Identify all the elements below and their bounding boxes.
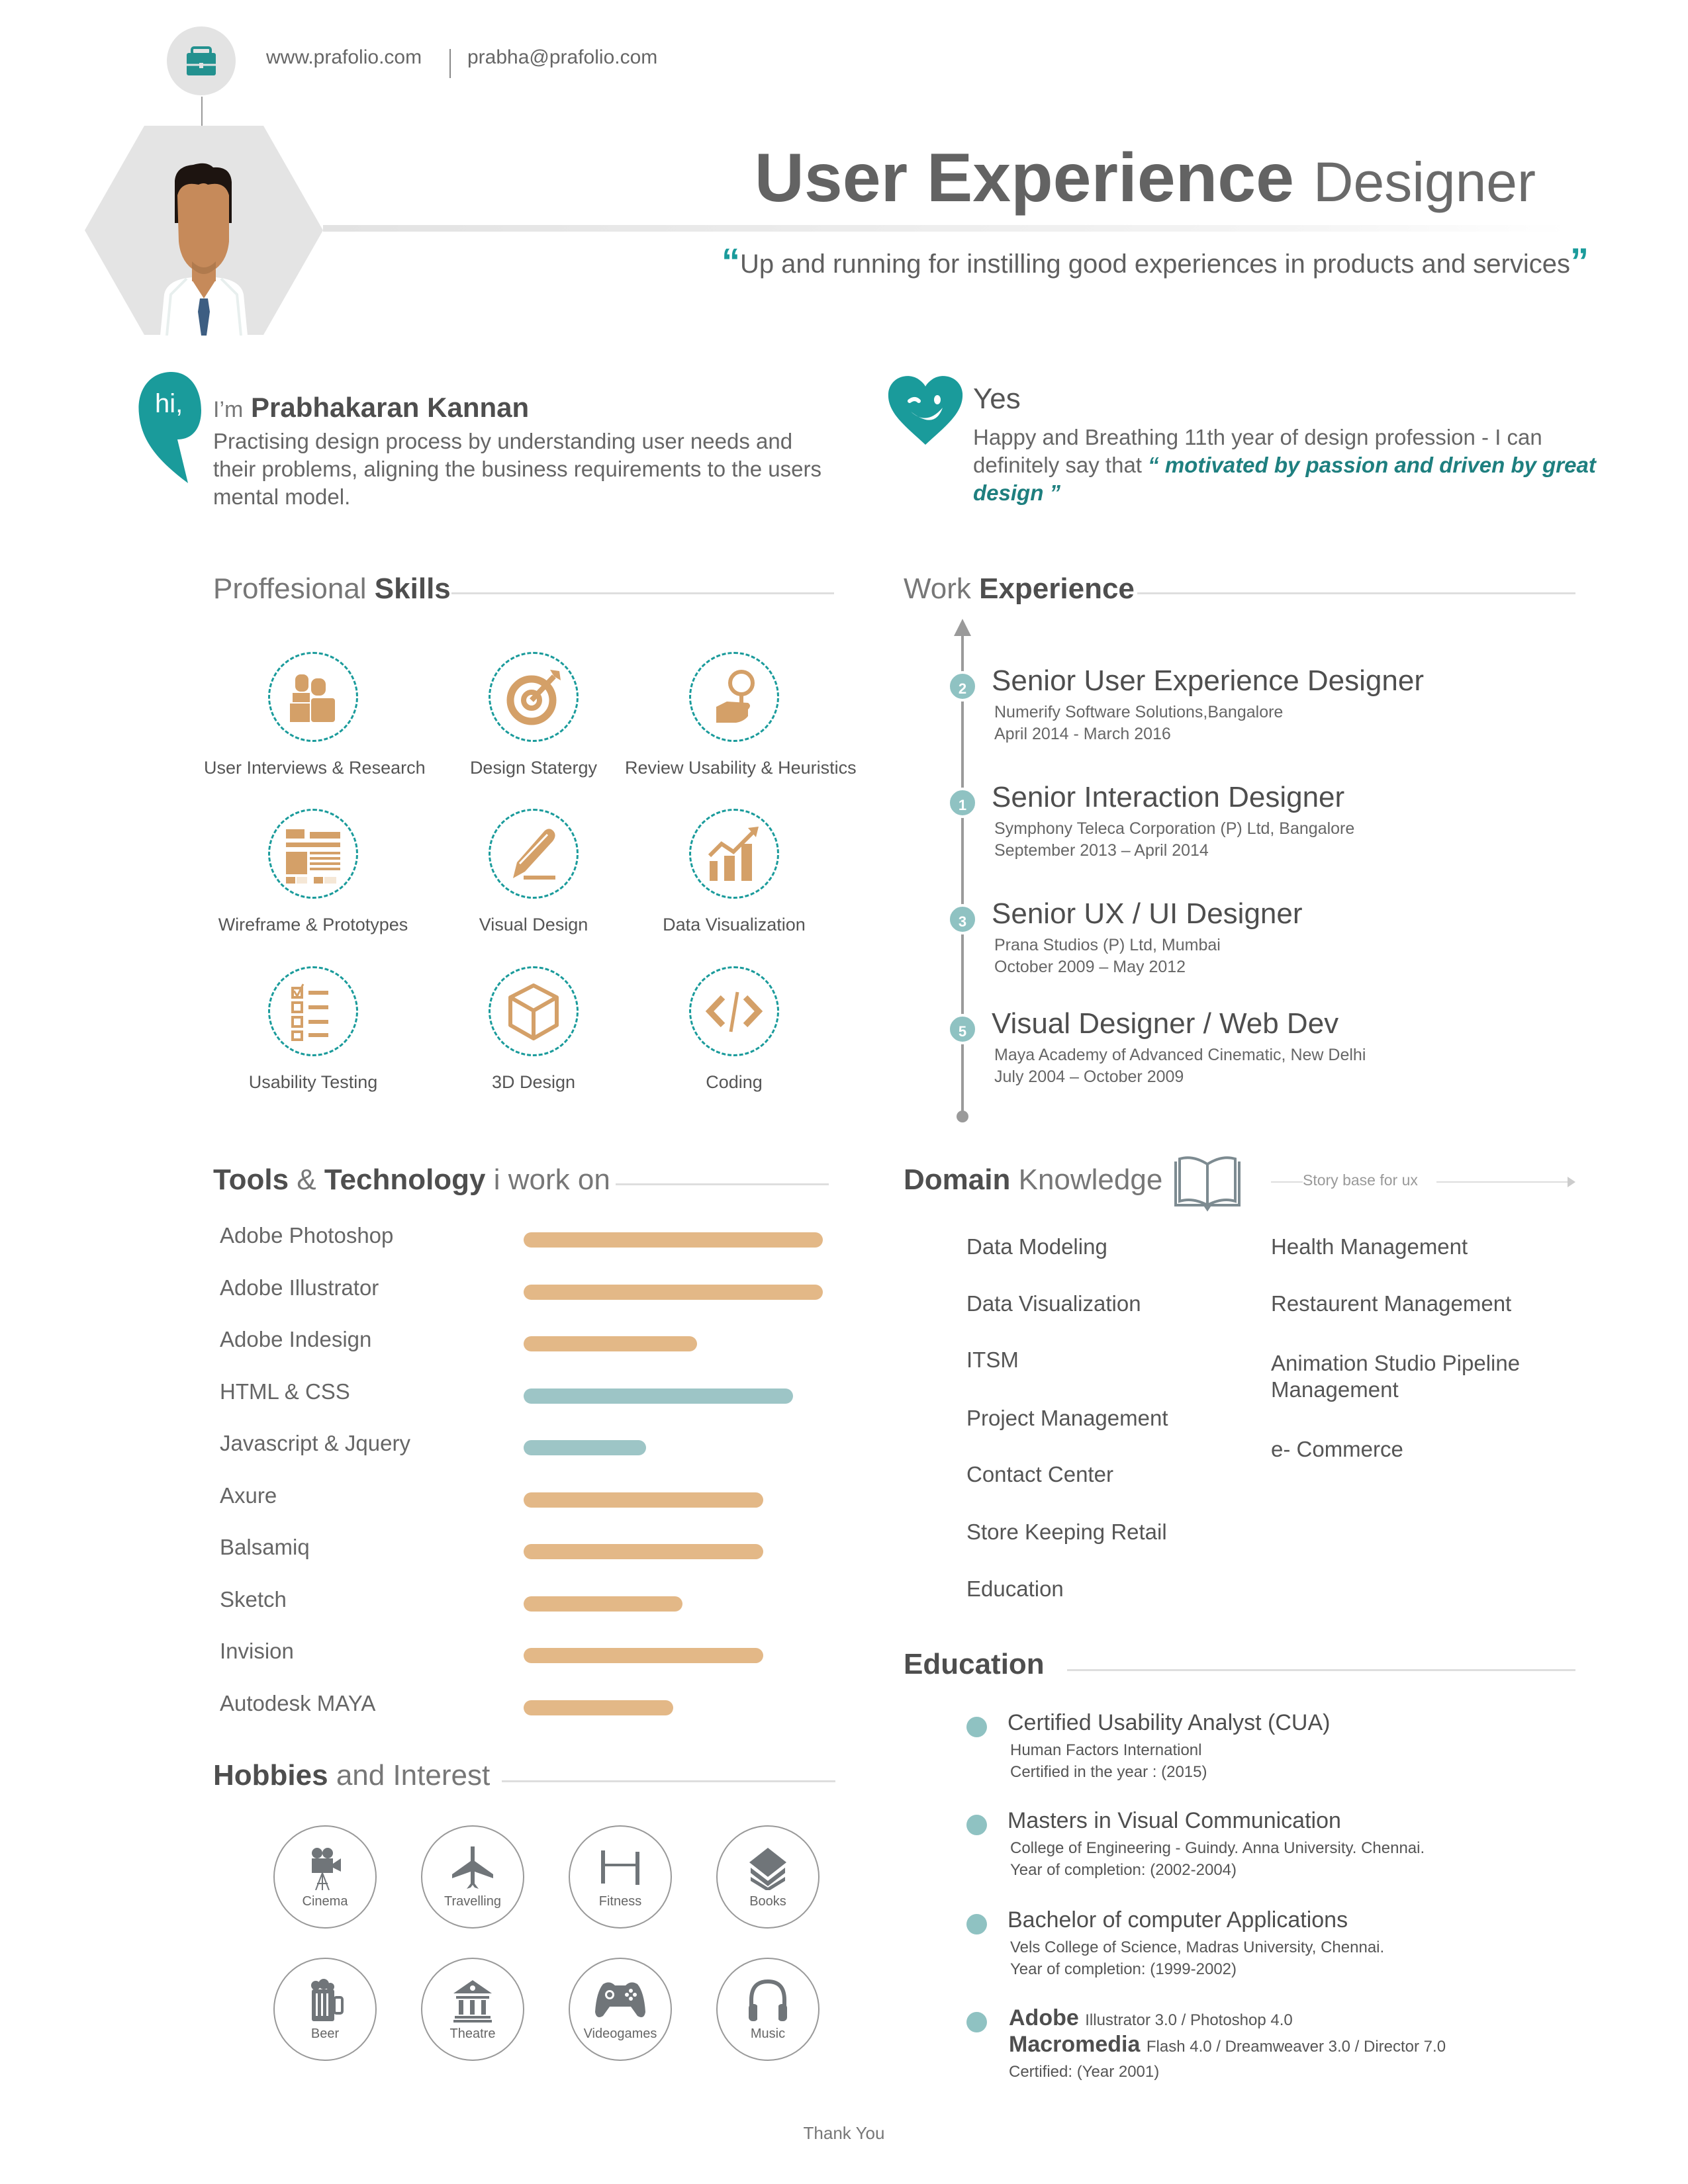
checklist-icon	[268, 966, 358, 1056]
movie-camera-icon	[275, 1846, 375, 1890]
email-link[interactable]: prabha@prafolio.com	[467, 46, 658, 68]
domain-item: e- Commerce	[1271, 1437, 1403, 1461]
tool-name: Adobe Indesign	[220, 1327, 372, 1351]
person-name: Prabhakaran Kannan	[251, 392, 530, 423]
education-year: Certified in the year : (2015)	[1010, 1763, 1207, 1781]
hobby-item	[569, 1825, 672, 1929]
job-dates: July 2004 – October 2009	[994, 1068, 1184, 1086]
tools-title-amp: &	[297, 1163, 316, 1196]
tools-title-light: i work on	[493, 1163, 610, 1196]
intro-name	[213, 392, 529, 424]
yes-description	[973, 424, 1602, 507]
tool-name: Invision	[220, 1639, 294, 1663]
thank-you: Thank You	[803, 2123, 885, 2143]
work-rule	[1137, 592, 1575, 594]
contact-connector	[201, 97, 203, 126]
adobe-label: Adobe	[1009, 2005, 1079, 2030]
domain-item: Data Modeling	[966, 1234, 1107, 1259]
skill-label: Usability Testing	[248, 1072, 378, 1092]
skills-title	[213, 572, 451, 606]
job-dates: September 2013 – April 2014	[994, 841, 1209, 860]
software-certified: Certified: (Year 2001)	[1009, 2063, 1160, 2081]
education-institution: College of Engineering - Guindy. Anna University. Chennai.	[1010, 1839, 1425, 1857]
cube-icon	[489, 966, 579, 1056]
skill-item	[625, 652, 857, 778]
intro-description: Practising design process by understanding user needs and their problems, aligning the business requirements to the users mental model.	[213, 429, 821, 509]
hobbies-title	[213, 1759, 490, 1792]
hobby-item	[273, 1958, 377, 2061]
contact-divider	[449, 49, 451, 78]
tool-proficiency-bar	[524, 1336, 697, 1351]
tool-name: Javascript & Jquery	[220, 1431, 410, 1455]
skill-item	[424, 809, 643, 935]
skill-label: 3D Design	[491, 1072, 576, 1092]
tool-proficiency-bar	[524, 1648, 763, 1663]
theatre-building-icon	[422, 1979, 523, 2023]
yes-heading: Yes	[973, 383, 1021, 415]
skill-label: Coding	[706, 1072, 763, 1092]
gamepad-icon	[570, 1979, 671, 2023]
tool-proficiency-bar	[524, 1700, 673, 1715]
education-dot	[966, 2012, 987, 2032]
open-book-icon	[1173, 1155, 1242, 1212]
domain-item: Animation Studio Pipeline Management	[1271, 1351, 1521, 1402]
tool-name: Adobe Photoshop	[220, 1223, 394, 1248]
tool-proficiency-bar	[524, 1492, 763, 1508]
domain-item: Health Management	[1271, 1234, 1468, 1259]
domain-item: Data Visualization	[966, 1291, 1141, 1316]
magnifier-hand-icon	[689, 652, 779, 742]
education-title	[904, 1648, 1045, 1681]
hobby-label: Music	[750, 2026, 786, 2041]
tool-proficiency-bar	[524, 1285, 823, 1300]
education-title: Bachelor of computer Applications	[1008, 1907, 1348, 1933]
users-icon	[268, 652, 358, 742]
education-title: Certified Usability Analyst (CUA)	[1008, 1710, 1331, 1735]
wireframe-icon	[268, 809, 358, 899]
hobby-item	[273, 1825, 377, 1929]
education-rule	[1067, 1669, 1575, 1671]
tool-name: Autodesk MAYA	[220, 1690, 376, 1715]
skill-item	[625, 809, 843, 935]
skill-label: Review Usability & Heuristics	[625, 758, 857, 778]
hobbies-title-bold: Hobbies	[213, 1759, 328, 1792]
tool-name: Axure	[220, 1482, 277, 1508]
barbell-icon	[570, 1846, 671, 1890]
story-label: Story base for ux	[1303, 1171, 1418, 1189]
tool-proficiency-bar	[524, 1388, 793, 1404]
domain-title-light: Knowledge	[1018, 1163, 1163, 1196]
education-title-text: Education	[904, 1648, 1045, 1680]
target-icon	[489, 652, 579, 742]
hi-speech-bubble-icon	[135, 371, 208, 486]
skill-item	[424, 966, 643, 1093]
work-title-light: Work	[904, 572, 971, 605]
story-arrow-icon	[1568, 1177, 1575, 1187]
pencil-icon	[489, 809, 579, 899]
website-link[interactable]: www.prafolio.com	[266, 46, 422, 68]
job-number-badge: 5	[947, 1014, 978, 1044]
hobby-label: Cinema	[302, 1894, 348, 1909]
domain-item: Store Keeping Retail	[966, 1520, 1167, 1544]
job-title: Senior User Experience Designer	[992, 664, 1424, 697]
page-title	[755, 139, 1536, 218]
tools-rule	[616, 1183, 829, 1185]
hobby-label: Fitness	[598, 1894, 642, 1909]
layers-icon	[718, 1846, 818, 1890]
code-icon	[689, 966, 779, 1056]
education-title: Masters in Visual Communication	[1008, 1808, 1341, 1833]
timeline-end-dot	[957, 1111, 968, 1122]
job-title: Senior Interaction Designer	[992, 781, 1345, 813]
skill-label: Visual Design	[479, 915, 588, 934]
story-line-left	[1271, 1181, 1303, 1183]
education-dot	[966, 1815, 987, 1835]
beer-mug-icon	[275, 1979, 375, 2023]
im-label: I’m	[213, 397, 244, 422]
tools-title-bold2: Technology	[324, 1163, 486, 1196]
macromedia-label: Macromedia	[1009, 2032, 1141, 2057]
hobbies-rule	[502, 1780, 835, 1782]
skill-item	[204, 652, 426, 778]
skill-item	[204, 809, 422, 935]
hi-text: hi,	[155, 389, 183, 418]
tools-title	[213, 1163, 610, 1197]
tool-name: Balsamiq	[220, 1535, 310, 1559]
hobbies-title-light: and Interest	[336, 1759, 491, 1792]
close-quote-icon: ”	[1570, 240, 1589, 282]
skill-label: Design Statergy	[469, 758, 598, 778]
story-line-right	[1436, 1181, 1569, 1183]
job-company: Numerify Software Solutions,Bangalore	[994, 703, 1284, 721]
title-bold: User Experience	[754, 140, 1294, 216]
hobby-item	[421, 1825, 524, 1929]
smiling-heart-icon	[886, 373, 965, 446]
tool-proficiency-bar	[524, 1544, 763, 1559]
job-number-badge: 3	[947, 904, 978, 934]
software-macromedia	[1009, 2032, 1446, 2058]
tool-proficiency-bar	[524, 1440, 646, 1455]
skill-label: User Interviews & Research	[204, 758, 426, 778]
work-title	[904, 572, 1135, 606]
domain-title	[904, 1163, 1162, 1197]
tool-name: Sketch	[220, 1586, 287, 1612]
work-title-bold: Experience	[979, 572, 1135, 605]
chart-icon	[689, 809, 779, 899]
airplane-icon	[422, 1846, 523, 1890]
hobby-item	[716, 1825, 820, 1929]
hobby-label: Travelling	[444, 1894, 501, 1909]
job-title: Senior UX / UI Designer	[992, 897, 1303, 930]
domain-item: Restaurent Management	[1271, 1291, 1512, 1316]
tool-proficiency-bar	[524, 1596, 682, 1612]
avatar	[147, 162, 261, 336]
domain-item: Project Management	[966, 1406, 1168, 1430]
hobby-item	[569, 1958, 672, 2061]
skill-item	[204, 966, 422, 1093]
hobby-item	[421, 1958, 524, 2061]
adobe-detail: Illustrator 3.0 / Photoshop 4.0	[1085, 2011, 1293, 2029]
job-company: Maya Academy of Advanced Cinematic, New Delhi	[994, 1046, 1366, 1064]
skills-title-bold: Skills	[374, 572, 451, 605]
skill-item	[625, 966, 843, 1093]
software-adobe	[1009, 2005, 1293, 2031]
skill-label: Wireframe & Prototypes	[218, 915, 408, 934]
skills-title-light: Proffesional	[213, 572, 367, 605]
briefcase-icon	[167, 26, 236, 95]
header-rule	[323, 225, 1568, 232]
education-institution: Human Factors Internationl	[1010, 1741, 1202, 1759]
macromedia-detail: Flash 4.0 / Dreamweaver 3.0 / Director 7.0	[1146, 2038, 1446, 2056]
hobby-label: Beer	[310, 2026, 340, 2041]
hobby-item	[716, 1958, 820, 2061]
job-number-badge: 2	[947, 671, 978, 702]
open-quote-icon: “	[721, 240, 740, 282]
education-institution: Vels College of Science, Madras University, Chennai.	[1010, 1938, 1385, 1956]
skills-rule	[451, 592, 834, 594]
skill-label: Data Visualization	[663, 915, 806, 934]
yes-text: Happy and Breathing 11th year of design profession - I can definitely say that	[973, 425, 1542, 477]
tools-title-bold1: Tools	[213, 1163, 289, 1196]
education-year: Year of completion: (2002-2004)	[1010, 1861, 1237, 1879]
headphones-icon	[718, 1979, 818, 2023]
job-dates: April 2014 - March 2016	[994, 725, 1171, 743]
tool-name: Adobe Illustrator	[220, 1275, 379, 1300]
domain-item: Education	[966, 1576, 1064, 1601]
job-dates: October 2009 – May 2012	[994, 958, 1186, 976]
skill-item	[424, 652, 643, 778]
domain-item: ITSM	[966, 1347, 1019, 1372]
hobby-label: Theatre	[449, 2026, 496, 2041]
education-dot	[966, 1914, 987, 1934]
hobby-label: Books	[749, 1894, 786, 1909]
education-dot	[966, 1717, 987, 1737]
tagline	[722, 240, 1589, 283]
tagline-text: Up and running for instilling good experiences in products and services	[739, 250, 1570, 279]
tool-proficiency-bar	[524, 1232, 823, 1248]
job-company: Prana Studios (P) Ltd, Mumbai	[994, 936, 1221, 954]
job-company: Symphony Teleca Corporation (P) Ltd, Bangalore	[994, 819, 1355, 838]
job-title: Visual Designer / Web Dev	[992, 1007, 1339, 1040]
title-light: Designer	[1313, 151, 1536, 213]
tool-name: HTML & CSS	[220, 1379, 350, 1404]
hobby-label: Videogames	[583, 2026, 657, 2041]
yes-emphasis: “ motivated by passion and driven by great design ”	[973, 453, 1596, 505]
domain-title-bold: Domain	[904, 1163, 1011, 1196]
education-year: Year of completion: (1999-2002)	[1010, 1960, 1237, 1978]
job-number-badge: 1	[947, 788, 978, 818]
contact-badge	[167, 26, 236, 95]
domain-item: Contact Center	[966, 1462, 1113, 1486]
